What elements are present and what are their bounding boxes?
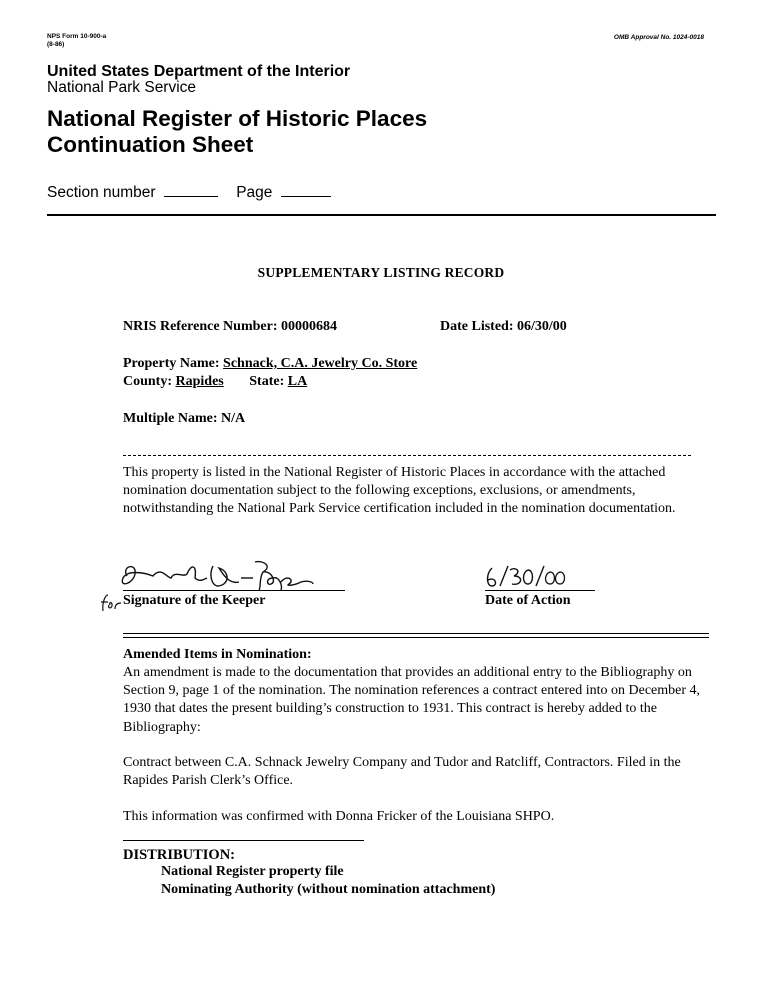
- confirmation-paragraph: This information was confirmed with Donna Fricker of the Louisiana SHPO.: [123, 809, 555, 824]
- contract-paragraph: Contract between C.A. Schnack Jewelry Company and Tudor and Ratcliff, Contractors. Filed in the Rapides Parish Clerk’s Office.: [123, 755, 681, 789]
- nris-reference: [123, 319, 337, 335]
- signature-label: Signature of the Keeper: [123, 593, 266, 608]
- state-value: LA: [287, 374, 308, 389]
- date-listed-label: Date Listed:: [440, 319, 514, 334]
- section-number-blank: [164, 186, 218, 197]
- state-label: State:: [249, 374, 285, 389]
- for-handwritten: [99, 591, 123, 613]
- form-identifier: [47, 33, 106, 49]
- header-divider: [47, 214, 716, 216]
- nris-label: NRIS Reference Number:: [123, 319, 278, 334]
- double-divider: [123, 633, 709, 638]
- multiple-name: [123, 411, 245, 427]
- omb-approval: OMB Approval No. 1024-0018: [613, 34, 704, 41]
- date-listed: [440, 319, 567, 335]
- form-date: (8-86): [47, 41, 65, 48]
- signature-line: [123, 590, 345, 591]
- distribution-item: Nominating Authority (without nomination attachment): [161, 882, 496, 897]
- property-name: [123, 356, 417, 372]
- distribution-divider: [123, 840, 364, 841]
- section-page-row: [47, 184, 331, 202]
- action-date-label: Date of Action: [485, 593, 571, 608]
- property-label: Property Name:: [123, 356, 220, 371]
- county-state-row: [123, 374, 307, 390]
- agency-name: National Park Service: [47, 79, 197, 96]
- record-title: SUPPLEMENTARY LISTING RECORD: [257, 265, 505, 280]
- dashed-divider: [123, 455, 691, 456]
- page-blank: [281, 186, 331, 197]
- amendment-heading: Amended Items in Nomination:: [123, 647, 312, 662]
- multiple-value: N/A: [220, 411, 246, 426]
- distribution-item: National Register property file: [161, 864, 344, 879]
- nris-value: 00000684: [280, 319, 337, 334]
- department-name: United States Department of the Interior: [47, 63, 351, 80]
- action-date-line: [485, 590, 595, 591]
- action-date-handwritten: [482, 562, 566, 590]
- form-number: NPS Form 10-900-a: [47, 33, 107, 40]
- date-listed-value: 06/30/00: [517, 319, 567, 334]
- property-value: Schnack, C.A. Jewelry Co. Store: [223, 356, 418, 371]
- county-value: Rapides: [175, 374, 224, 389]
- section-number-label: Section number: [47, 184, 156, 201]
- county-label: County:: [123, 374, 173, 389]
- distribution-heading: DISTRIBUTION:: [123, 847, 235, 863]
- continuation-title: Continuation Sheet: [47, 132, 254, 157]
- listing-statement: This property is listed in the National Register of Historic Places in accordance with the attached nomination documentation subject to the following exceptions, exclusions, or amendments, notwithstanding the National Park Service certification included in the nomination documentation.: [123, 465, 676, 517]
- page-label: Page: [236, 184, 273, 201]
- register-title: National Register of Historic Places: [47, 106, 428, 131]
- amendment-paragraph: An amendment is made to the documentation that provides an additional entry to the Bibliography on Section 9, page 1 of the nomination. The nomination references a contract entered into on December 4, 1930 that dates the present building’s construction to 1931. This contract is hereby added to the Bibliography:: [123, 665, 701, 735]
- multiple-label: Multiple Name:: [123, 411, 218, 426]
